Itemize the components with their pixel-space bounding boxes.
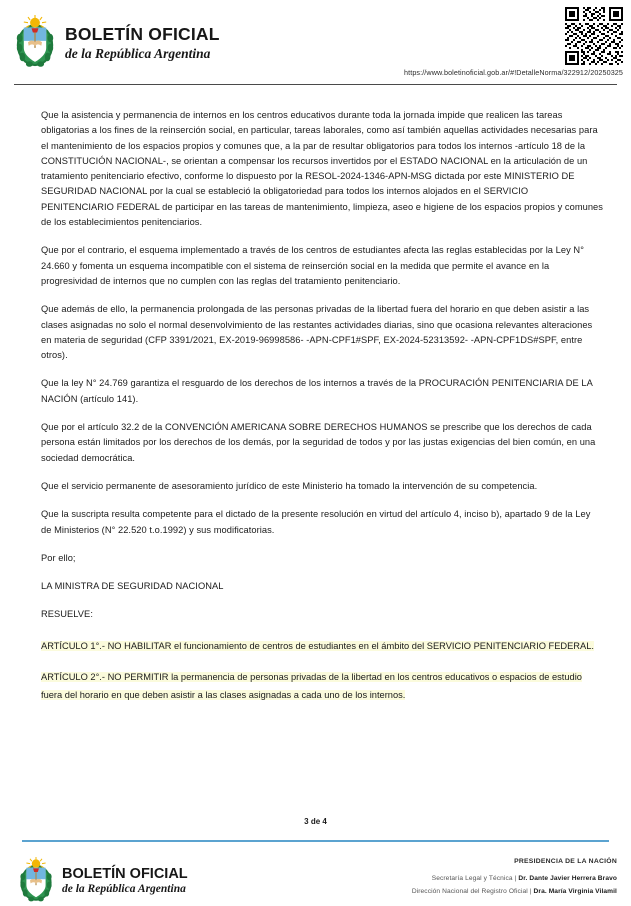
paragraph-authority: LA MINISTRA DE SEGURIDAD NACIONAL (41, 581, 224, 592)
paragraph-por-ello: Por ello; (41, 552, 76, 563)
direccion-name: Dra. María Virginia Vilamil (533, 888, 617, 895)
footer-brand-title: BOLETÍN OFICIAL (62, 866, 188, 882)
paragraph: Que por el artículo 32.2 de la CONVENCIÓN AMERICANA SOBRE DERECHOS HUMANOS se prescribe que los derechos de cada persona están limitados por los derechos de los demás, por la seguridad de todos y por las justas exigencias del bien común, en una sociedad democrática. (41, 422, 596, 463)
footer-brand-text (62, 867, 188, 895)
qr-code-icon (565, 7, 623, 65)
paragraph: Que además de ello, la permanencia prolongada de las personas privadas de la libertad fuera del horario en que deben asistir a las clases asignadas no solo el normal desenvolvimiento de las restantes actividades diarias, sino que ocasiona relevantes alteraciones en materia de seguridad (CFP 3391/2021, EX-2019-96998586- -APN-CPF1#SPF, EX-2024-52313592- -APN-CPF1DS#SPF, entre otros). (41, 304, 593, 361)
secretaria-label: Secretaría Legal y Técnica | (431, 875, 517, 882)
argentina-coat-of-arms-icon (14, 14, 56, 72)
article-1 (41, 636, 603, 654)
argentina-coat-of-arms-icon (18, 856, 54, 906)
document-url[interactable]: https://www.boletinoficial.gob.ar/#!DetalleNorma/322912/20250325 (404, 68, 623, 77)
footer-brand (18, 856, 188, 906)
document-body (41, 108, 603, 717)
footer-credit-row-2 (412, 885, 617, 898)
document-footer (0, 848, 631, 900)
header-brand (14, 14, 220, 72)
header-divider (14, 84, 617, 85)
footer-divider (22, 840, 609, 842)
article-1-text: ARTÍCULO 1°.- NO HABILITAR el funcionamiento de centros de estudiantes en el ámbito del SERVICIO PENITENCIARIO FEDERAL. (41, 640, 594, 651)
footer-brand-subtitle: de la República Argentina (62, 882, 186, 895)
paragraph: Que la asistencia y permanencia de internos en los centros educativos durante toda la jornada impide que realicen las tareas obligatorias a los fines de la reinserción social, en particular, tareas laborales, como así también aquellas actividades necesarias para el mantenimiento de los espacios propios y comunes que, a la par de resultar obligatorios para todos los internos -artículo 18 de la CONSTITUCIÓN NACIONAL-, se orientan a compensar los recursos invertidos por el ESTADO NACIONAL en la articulación de un tratamiento penitenciario efectivo, conforme lo dispuesto por la RESOL-2024-1346-APN-MSG dictada por este MINISTERIO DE SEGURIDAD NACIONAL por la cual se estableció la obligatoriedad para todos los internos alojados en el SERVICIO PENITENCIARIO FEDERAL de participar en las tareas de mantenimiento, limpieza, aseo e higiene de los espacios propios y comunes de los establecimientos penitenciarios. (41, 110, 603, 228)
brand-title: BOLETÍN OFICIAL (65, 24, 220, 44)
page-number: 3 de 4 (304, 817, 327, 826)
paragraph: Que el servicio permanente de asesoramiento jurídico de este Ministerio ha tomado la intervención de su competencia. (41, 480, 538, 491)
document-header (0, 0, 631, 86)
brand-subtitle: de la República Argentina (65, 45, 211, 61)
article-2 (41, 667, 603, 704)
presidencia-label: PRESIDENCIA DE LA NACIÓN (514, 858, 617, 865)
secretaria-name: Dr. Dante Javier Herrera Bravo (518, 875, 617, 882)
article-2-text: ARTÍCULO 2°.- NO PERMITIR la permanencia de personas privadas de la libertad en los centros educativos o espacios de estudio fuera del horario en que deben asistir a las clases asignadas a cada uno de los internos. (41, 672, 582, 701)
header-brand-text (65, 26, 220, 60)
paragraph: Que por el contrario, el esquema implementado a través de los centros de estudiantes afecta las reglas establecidas por la Ley N° 24.660 y fomenta un esquema incompatible con el sistema de reinserción social en la medida que permite el avance en la progresividad de internos que no cumplen con las reglas del tratamiento penitenciario. (41, 245, 584, 286)
paragraph: Que la ley N° 24.769 garantiza el resguardo de los derechos de los internos a través de la PROCURACIÓN PENITENCIARIA DE LA NACIÓN (artículo 141). (41, 378, 593, 404)
paragraph-resuelve: RESUELVE: (41, 609, 93, 620)
footer-credits (412, 855, 617, 898)
footer-credit-row-1 (412, 872, 617, 885)
paragraph: Que la suscripta resulta competente para el dictado de la presente resolución en virtud del artículo 4, inciso b), apartado 9 de la Ley de Ministerios (N° 22.520 t.o.1992) y sus modificatorias. (41, 509, 591, 535)
direccion-label: Dirección Nacional del Registro Oficial | (411, 888, 532, 895)
